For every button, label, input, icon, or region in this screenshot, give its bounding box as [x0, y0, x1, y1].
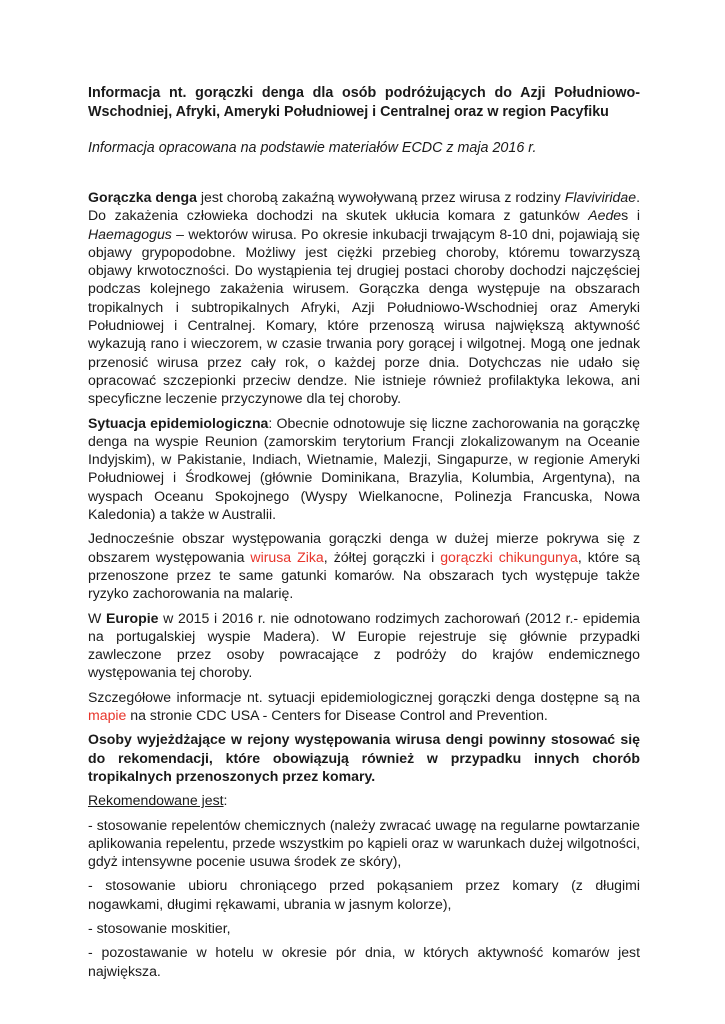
- map-link[interactable]: mapie: [88, 707, 127, 724]
- epidemiology-paragraph: [88, 414, 640, 524]
- europe-paragraph: [88, 609, 640, 682]
- overlap-paragraph: [88, 529, 640, 602]
- recommendation-item: - stosowanie repelentów chemicznych (należy zwracać uwagę na regularne powtarzanie aplikowania repelentu, przede wszystkim po kąpieli oraz w warunkach dużej wilgotności, gdyż intensywne pocenie usuwa środek ze skóry),: [88, 816, 640, 870]
- recommendations-label-colon: :: [223, 792, 228, 809]
- genus-aedes: Aede: [588, 207, 622, 224]
- chikungunya-link[interactable]: gorączki chikungunya: [440, 548, 578, 565]
- details-paragraph: [88, 688, 640, 725]
- overlap-text-1: Jednocześnie obszar występowania gorączki denga w dużej mierze pokrywa się z obszarem występowania: [88, 530, 640, 565]
- intro-text-3: s i: [621, 207, 640, 224]
- recommendations-label-text: Rekomendowane jest: [88, 792, 224, 809]
- details-text-1: Szczegółowe informacje nt. sytuacji epidemiologicznej gorączki denga dostępne są na: [88, 688, 640, 705]
- intro-text-1: jest chorobą zakaźną wywoływaną przez wirusa z rodziny: [196, 189, 565, 205]
- recommendation-item: - stosowanie moskitier,: [88, 919, 231, 936]
- virus-family: Flaviviridae: [564, 189, 637, 205]
- advice-heading: Osoby wyjeżdżające w rejony występowania wirusa dengi powinny stosować się do rekomendacji, które obowiązują również w przypadku innych chorób tropikalnych przenoszonych przez komary.: [88, 731, 640, 784]
- details-text-2: na stronie CDC USA - Centers for Disease Control and Prevention.: [126, 707, 548, 724]
- genus-haemagogus: Haemagogus: [88, 225, 172, 242]
- recommendations-label: [88, 791, 640, 809]
- europe-text-1: W: [88, 609, 106, 626]
- overlap-text-2: , żółtej gorączki i: [323, 548, 441, 565]
- document-title: Informacja nt. gorączki denga dla osób podróżujących do Azji Południowo-Wschodniej, Afryki, Ameryki Południowej i Centralnej oraz w region Pacyfiku: [88, 85, 640, 120]
- europe-term: Europie: [105, 609, 159, 626]
- recommendation-item: - pozostawanie w hotelu w okresie pór dnia, w których aktywność komarów jest największa.: [88, 944, 640, 979]
- epidemiology-text: : Obecnie odnotowuje się liczne zachorowania na gorączkę denga na wyspie Reunion (zamorskim terytorium Francji zlokalizowanym na Oceanie Indyjskim), w Pakistanie, Indiach, Wietnamie, Malezji, Singapurze, w regionie Ameryki Południowej i Środkowej (głównie Dominikana, Brazylia, Kolumbia, Argentyna), na wyspach Oceanu Spokojnego (Wyspy Wielkanocne, Polinezja Francuska, Nowa Kaledonia) a także w Australii.: [88, 414, 640, 523]
- intro-text-2: . Do zakażenia człowieka dochodzi na skutek ukłucia komara z gatunków: [88, 189, 640, 224]
- recommendation-item: - stosowanie ubioru chroniącego przed pokąsaniem przez komary (z długimi nogawkami, długimi rękawami, ubrania w jasnym kolorze),: [88, 877, 640, 912]
- intro-term: Gorączka denga: [88, 189, 197, 205]
- intro-text-4: – wektorów wirusa. Po okresie inkubacji trwającym 8-10 dni, pojawiają się objawy grypopodobne. Możliwy jest ciężki przebieg choroby, któremu towarzyszą objawy krwotoczności. Do wystąpienia tej drugiej postaci choroby dochodzi najczęściej podczas kolejnego zakażenia wirusem. Gorączka denga występuje na obszarach tropikalnych i subtropikalnych Afryki, Azji Południowo-Wschodniej oraz Ameryki Południowej i Centralnej. Komary, które przenoszą wirusa największą aktywność wykazują rano i wieczorem, w czasie trwania pory gorącej i wilgotnej. Mogą one jednak przenosić wirusa przez cały rok, o każdej porze dnia. Dotychczas nie udało się opracować szczepionki przeciw dendze. Nie istnieje również profilaktyka lekowa, ani specyficzne leczenie przyczynowe dla tej choroby.: [88, 225, 640, 407]
- zika-link[interactable]: wirusa Zika: [250, 548, 324, 565]
- document-subtitle: Informacja opracowana na podstawie materiałów ECDC z maja 2016 r.: [88, 140, 537, 156]
- epidemiology-heading: Sytuacja epidemiologiczna: [88, 414, 269, 431]
- document-page: [88, 84, 640, 980]
- overlap-text-3: , które są przenoszone przez te same gatunki komarów. Na obszarach tych występuje także ryzyko zachorowania na malarię.: [88, 548, 640, 602]
- europe-text-2: w 2015 i 2016 r. nie odnotowano rodzimych zachorowań (2012 r.- epidemia na portugalskiej wyspie Madera). W Europie rejestruje się głównie przypadki zawleczone przez osoby powracające z podróży do krajów endemicznego występowania tej choroby.: [88, 609, 640, 681]
- intro-paragraph: [88, 188, 640, 408]
